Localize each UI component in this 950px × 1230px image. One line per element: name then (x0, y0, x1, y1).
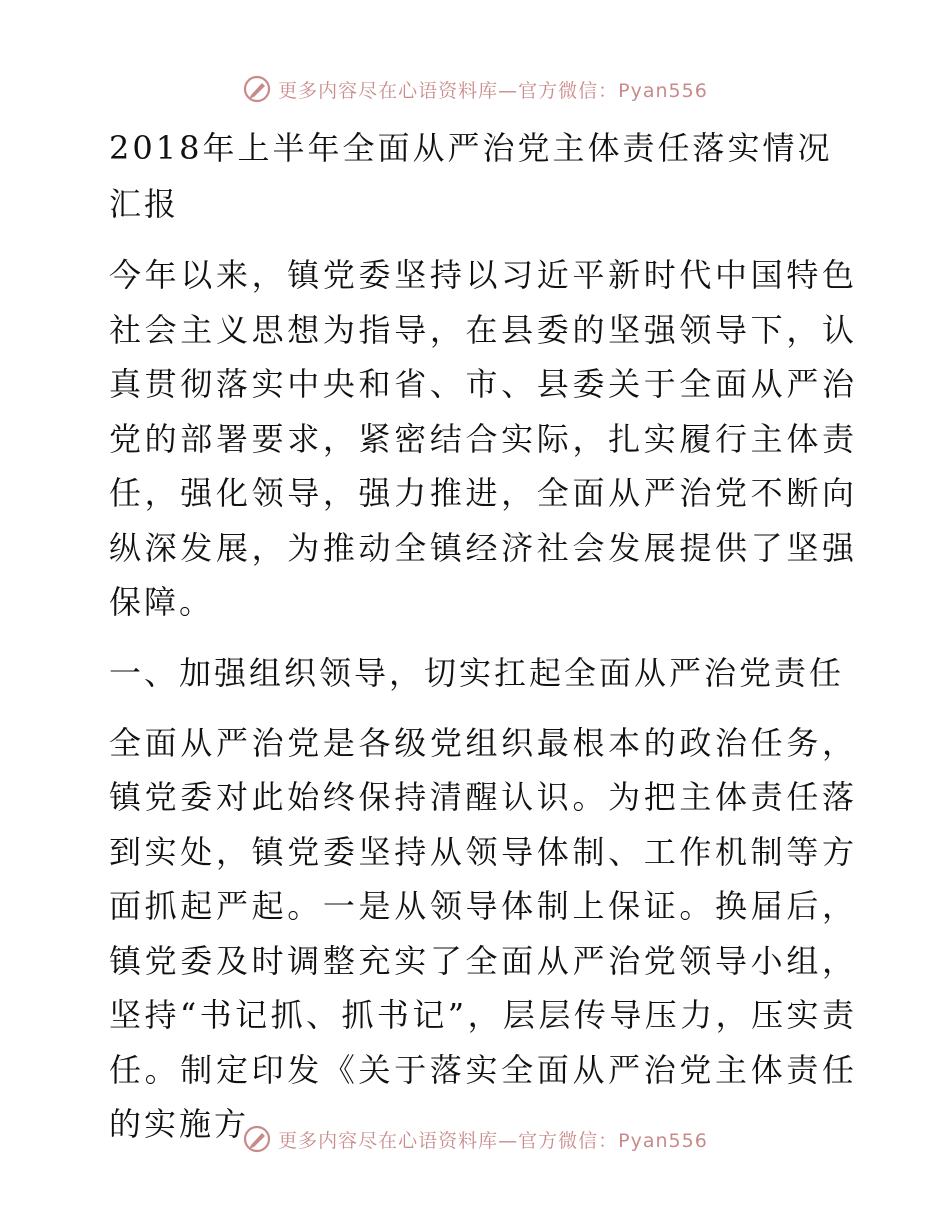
watermark-text: 更多内容尽在心语资料库—官方微信：Pyan556 (278, 79, 708, 102)
pen-logo-icon (242, 74, 272, 104)
watermark-header (0, 74, 950, 104)
watermark-text: 更多内容尽在心语资料库—官方微信：Pyan556 (278, 1129, 708, 1152)
pen-logo-icon (242, 1124, 272, 1154)
intro-paragraph: 今年以来，镇党委坚持以习近平新时代中国特色社会主义思想为指导，在县委的坚强领导下，认真贯彻落实中央和省、市、县委关于全面从严治党的部署要求，紧密结合实际，扎实履行主体责任，强化领导，强力推进，全面从严治党不断向纵深发展，为推动全镇经济社会发展提供了坚强保障。 (109, 256, 857, 621)
document-body (97, 120, 857, 1168)
watermark-footer (0, 1124, 950, 1154)
section-heading: 一、加强组织领导，切实扛起全面从严治党责任 (109, 653, 845, 692)
document-title: 2018年上半年全面从严治党主体责任落实情况汇报 (109, 129, 833, 223)
section-paragraph: 全面从严治党是各级党组织最根本的政治任务，镇党委对此始终保持清醒认识。为把主体责任落到实处，镇党委坚持从领导体制、工作机制等方面抓起严起。一是从领导体制上保证。换届后，镇党委及时调整充实了全面从严治党领导小组，坚持“书记抓、抓书记”，层层传导压力，压实责任。制定印发《关于落实全面从严治党主体责任的实施方 (109, 723, 857, 1143)
